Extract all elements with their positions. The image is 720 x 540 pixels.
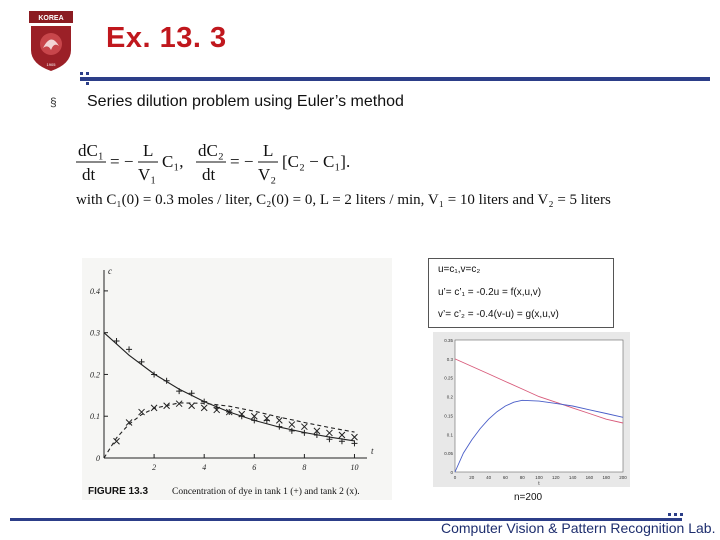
matlab-y-tick-label: 0.35: [444, 338, 453, 343]
system-equations-box: [428, 258, 614, 328]
matlab-x-tick-label: 100: [535, 475, 543, 480]
ode1-rhs-denominator: V₁: [138, 165, 157, 184]
tank2-x-marker: [114, 438, 120, 444]
tank1-plus-marker: [276, 424, 282, 430]
slide-title: Ex. 13. 3: [106, 22, 227, 54]
x-tick-label: 4: [202, 463, 207, 472]
matlab-y-tick-label: 0.15: [444, 413, 453, 419]
system-line-3: v’= c’₂ = -0.4(v-u) = g(x,u,v): [438, 309, 559, 320]
tank1-plus-marker: [351, 440, 357, 446]
textbook-plot-area: [90, 266, 374, 472]
matlab-y-tick-label: 0.25: [444, 375, 453, 381]
tank2-x-marker: [339, 432, 345, 438]
figure-caption-text: Concentration of dye in tank 1 (+) and tank 2 (x).: [172, 487, 360, 497]
x-tick-label: 10: [350, 463, 359, 472]
ode1-rhs-numerator: L: [143, 141, 154, 160]
system-line-1: u=c₁,v=c₂: [438, 264, 481, 275]
matlab-y-tick-label: 0.05: [444, 451, 453, 457]
matlab-x-tick-label: 180: [602, 475, 610, 480]
tank2-x-marker: [276, 417, 282, 423]
textbook-figure: [82, 258, 392, 500]
divider-dot: [674, 513, 677, 516]
matlab-y-tick-label: 0.3: [446, 356, 453, 362]
ode1-equals: = −: [110, 152, 134, 171]
bullet-icon: §: [50, 95, 57, 109]
footer-lab-name: Computer Vision & Pattern Recognition Lab.: [441, 520, 716, 536]
y-tick-label: 0.2: [90, 370, 100, 380]
matlab-plot: [433, 332, 630, 487]
matlab-y-tick-label: 0: [450, 470, 453, 475]
matlab-plot-area: [444, 338, 627, 487]
tank2-x-marker: [351, 434, 357, 440]
step-count-label: n=200: [514, 492, 543, 503]
equations-block: [74, 136, 694, 216]
tank2-x-marker: [151, 405, 157, 411]
matlab-x-tick-label: 80: [519, 475, 525, 480]
svg-text:KOREA: KOREA: [38, 15, 64, 22]
tank2-x-marker: [201, 405, 207, 411]
ode1-lhs-numerator: dC₁: [78, 141, 104, 160]
university-logo: [28, 10, 74, 72]
x-tick-label: 6: [252, 463, 257, 472]
ode2-lhs-numerator: dC₂: [198, 141, 224, 160]
ode1-lhs-denominator: dt: [82, 165, 96, 184]
tank2-x-marker: [289, 422, 295, 428]
tank2-x-marker: [326, 430, 332, 436]
tank2-x-marker: [176, 401, 182, 407]
ode1-tail: C₁,: [162, 152, 184, 171]
tank1-plus-marker: [189, 390, 195, 396]
matlab-x-tick-label: 20: [469, 475, 475, 480]
ode2-equals: = −: [230, 152, 254, 171]
y-tick-label: 0.1: [90, 412, 100, 422]
matlab-x-tick-label: 0: [453, 475, 457, 480]
ode2-rhs-denominator: V₂: [258, 165, 277, 184]
y-tick-label: 0: [96, 454, 100, 463]
header-divider: [80, 77, 710, 81]
figure-caption-label: FIGURE 13.3: [88, 486, 149, 497]
tank1-plus-marker: [139, 359, 145, 365]
tank2-x-marker: [164, 403, 170, 409]
ode2-tail: [C₂ − C₁].: [282, 152, 351, 171]
exact-solution-curve: [104, 333, 355, 441]
matlab-x-tick-label: 40: [486, 475, 492, 480]
y-tick-label: 0.3: [90, 328, 100, 338]
tank1-plus-marker: [301, 430, 307, 436]
ode2-lhs-denominator: dt: [202, 165, 216, 184]
matlab-x-tick-label: 60: [502, 475, 508, 480]
tank1-plus-marker: [126, 346, 132, 352]
y-tick-label: 0.4: [90, 286, 100, 296]
system-line-2: u’= c’₁ = -0.2u = f(x,u,v): [438, 287, 542, 298]
tank2-x-marker: [301, 424, 307, 430]
tank2-x-marker: [189, 403, 195, 409]
matlab-x-tick-label: 120: [552, 475, 560, 480]
divider-dot: [80, 72, 83, 75]
x-tick-label: 8: [302, 463, 307, 472]
matlab-x-tick-label: 140: [568, 475, 577, 480]
matlab-x-tick-label: 200: [619, 475, 627, 480]
matlab-x-axis-label: t: [538, 481, 540, 487]
ode2-rhs-numerator: L: [263, 141, 274, 160]
matlab-x-tick-label: 160: [585, 475, 594, 480]
y-axis-label: c: [108, 266, 112, 276]
bullet-text: Series dilution problem using Euler’s method: [87, 93, 404, 110]
x-tick-label: 2: [152, 463, 157, 472]
matlab-y-tick-label: 0.1: [446, 432, 453, 438]
divider-dot: [680, 513, 683, 516]
tank1-plus-marker: [114, 338, 120, 344]
conditions-text: with C₁(0) = 0.3 moles / liter, C₂(0) = 0, L = 2 liters / min, V₁ = 10 liters and V₂ = 5 liters: [76, 192, 611, 208]
divider-dot: [86, 82, 89, 85]
x-axis-label: t: [371, 446, 374, 456]
divider-dot: [668, 513, 671, 516]
matlab-y-tick-label: 0.2: [446, 394, 453, 400]
divider-dot: [86, 72, 89, 75]
tank1-plus-marker: [289, 428, 295, 434]
svg-text:1905: 1905: [46, 62, 56, 67]
tank1-plus-marker: [176, 388, 182, 394]
matlab-axes-box: [455, 340, 623, 472]
